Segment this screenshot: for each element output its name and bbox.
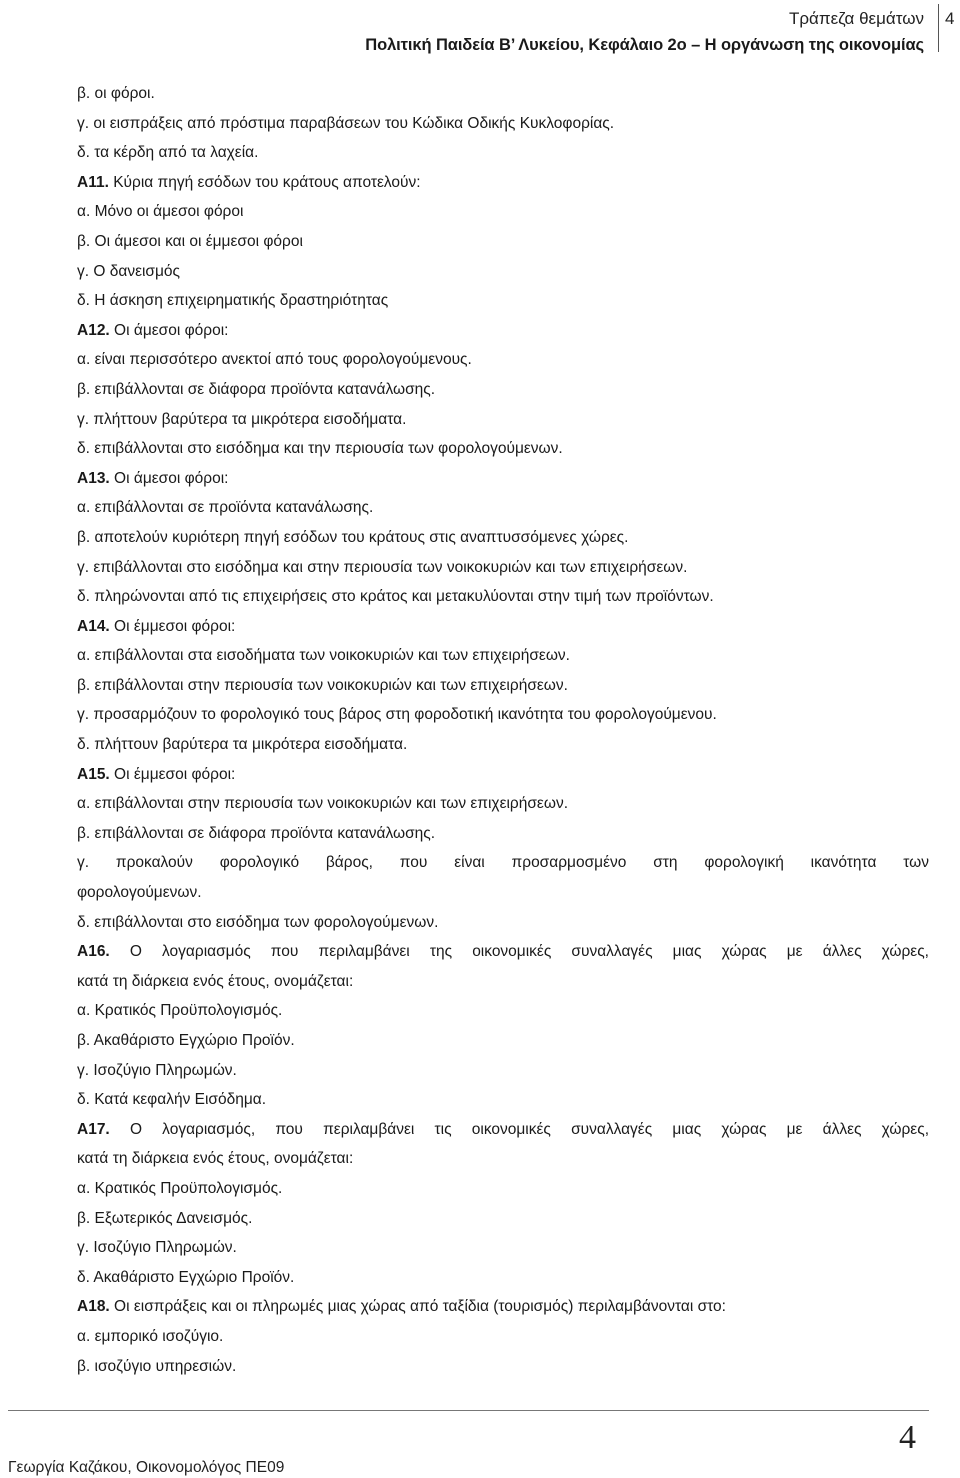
line-text: Οι άμεσοι φόροι: <box>109 321 229 339</box>
line-text: δ. Κατά κεφαλήν Εισόδημα. <box>77 1091 267 1109</box>
question-line <box>77 1292 929 1322</box>
text-line <box>77 197 929 227</box>
line-text: Κύρια πηγή εσόδων του κράτους αποτελούν: <box>108 173 421 191</box>
question-number: Α12. <box>77 321 110 339</box>
footer-author: Γεωργία Καζάκου, Οικονομολόγος ΠΕ09 <box>8 1459 285 1476</box>
line-text: γ. προκαλούν φορολογικό βάρος, που είναι προσαρμοσμένο στη φορολογική ικανότητα των <box>77 854 929 872</box>
line-text: δ. Ακαθάριστο Εγχώριο Προϊόν. <box>77 1268 295 1286</box>
question-number: Α17. <box>77 1120 110 1138</box>
text-line <box>77 405 929 435</box>
question-line <box>77 760 929 790</box>
line-text: δ. επιβάλλονται στο εισόδημα των φορολογούμενων. <box>77 913 439 931</box>
text-line <box>77 1204 929 1234</box>
line-text: Ο λογαριασμός που περιλαμβάνει της οικονομικές συναλλαγές μιας χώρας με άλλες χώρες, <box>109 943 929 961</box>
text-line <box>77 700 929 730</box>
text-line <box>77 848 929 878</box>
page-header <box>0 0 960 60</box>
line-text: β. οι φόροι. <box>77 85 155 102</box>
text-line <box>77 908 929 938</box>
text-line <box>77 967 929 997</box>
text-line <box>77 1352 929 1382</box>
footer-rule <box>8 1410 929 1411</box>
text-line <box>77 79 929 109</box>
text-line <box>77 1144 929 1174</box>
question-line <box>77 612 929 642</box>
header-separator <box>938 4 939 52</box>
text-line <box>77 671 929 701</box>
line-text: β. επιβάλλονται στην περιουσία των νοικοκυριών και των επιχειρήσεων. <box>77 676 568 694</box>
text-line <box>77 1322 929 1352</box>
text-line <box>77 789 929 819</box>
line-text: α. επιβάλλονται στην περιουσία των νοικοκυριών και των επιχειρήσεων. <box>77 795 568 813</box>
question-line <box>77 937 929 967</box>
text-line <box>77 109 929 139</box>
text-line <box>77 1263 929 1293</box>
line-text: α. Κρατικός Προϋπολογισμός. <box>77 1002 283 1020</box>
line-text: β. Ακαθάριστο Εγχώριο Προϊόν. <box>77 1032 295 1049</box>
line-text: φορολογούμενων. <box>77 884 202 902</box>
question-number: Α16. <box>77 943 110 961</box>
line-text: γ. Ισοζύγιο Πληρωμών. <box>77 1061 237 1079</box>
header-subject: Τράπεζα θεμάτων <box>788 9 924 28</box>
line-text: β. επιβάλλονται σε διάφορα προϊόντα κατανάλωσης. <box>77 380 436 398</box>
line-text: α. Κρατικός Προϋπολογισμός. <box>77 1179 283 1197</box>
question-line <box>77 1115 929 1145</box>
footer-page-number: 4 <box>899 1419 916 1456</box>
line-text: γ. πλήττουν βαρύτερα τα μικρότερα εισοδήματα. <box>77 410 407 428</box>
line-text: β. Οι άμεσοι και οι έμμεσοι φόροι <box>77 232 303 250</box>
header-page-number: 4 <box>945 9 955 28</box>
text-line <box>77 345 929 375</box>
line-text: Οι άμεσοι φόροι: <box>109 469 229 487</box>
text-line <box>77 996 929 1026</box>
question-number: Α13. <box>77 469 110 487</box>
text-line <box>77 493 929 523</box>
question-number: Α14. <box>77 617 110 635</box>
question-line <box>77 316 929 346</box>
line-text: κατά τη διάρκεια ενός έτους, ονομάζεται: <box>77 972 354 990</box>
line-text: κατά τη διάρκεια ενός έτους, ονομάζεται: <box>77 1150 354 1168</box>
text-line <box>77 1056 929 1086</box>
line-text: δ. Η άσκηση επιχειρηματικής δραστηριότητας <box>77 292 389 310</box>
text-line <box>77 375 929 405</box>
question-number: Α15. <box>77 765 110 783</box>
text-line <box>77 1085 929 1115</box>
text-line <box>77 878 929 908</box>
text-line <box>77 582 929 612</box>
text-line <box>77 286 929 316</box>
line-text: β. αποτελούν κυριότερη πηγή εσόδων του κράτους στις αναπτυσσόμενες χώρες. <box>77 528 629 546</box>
line-text: δ. επιβάλλονται στο εισόδημα και την περιουσία των φορολογούμενων. <box>77 440 563 458</box>
line-text: γ. Ο δανεισμός <box>77 262 181 280</box>
header-title: Πολιτική Παιδεία Β’ Λυκείου, Κεφάλαιο 2ο – Η οργάνωση της οικονομίας <box>365 36 924 54</box>
line-text: α. Μόνο οι άμεσοι φόροι <box>77 203 244 221</box>
text-line <box>77 257 929 287</box>
header-text-block <box>365 6 924 58</box>
text-line <box>77 1174 929 1204</box>
text-line <box>77 138 929 168</box>
line-text: Οι έμμεσοι φόροι: <box>109 617 236 635</box>
line-text: δ. πληρώνονται από τις επιχειρήσεις στο κράτος και μετακυλύονται στην τιμή των προϊόντων. <box>77 588 714 606</box>
line-text: α. είναι περισσότερο ανεκτοί από τους φορολογούμενους. <box>77 351 472 369</box>
question-line <box>77 168 929 198</box>
line-text: γ. προσαρμόζουν το φορολογικό τους βάρος στη φοροδοτική ικανότητα του φορολογούμενου. <box>77 706 717 724</box>
text-line <box>77 553 929 583</box>
text-line <box>77 1026 929 1056</box>
line-text: β. επιβάλλονται σε διάφορα προϊόντα κατανάλωσης. <box>77 824 436 842</box>
line-text: γ. Ισοζύγιο Πληρωμών. <box>77 1239 237 1257</box>
text-line <box>77 641 929 671</box>
line-text: α. εμπορικό ισοζύγιο. <box>77 1327 224 1345</box>
line-text: Ο λογαριασμός, που περιλαμβάνει τις οικονομικές συναλλαγές μιας χώρας με άλλες χώρες, <box>109 1120 929 1138</box>
text-line <box>77 523 929 553</box>
text-line <box>77 434 929 464</box>
line-text: δ. πλήττουν βαρύτερα τα μικρότερα εισοδήματα. <box>77 736 408 754</box>
line-text: α. επιβάλλονται σε προϊόντα κατανάλωσης. <box>77 499 374 517</box>
line-text: α. επιβάλλονται στα εισοδήματα των νοικοκυριών και των επιχειρήσεων. <box>77 647 570 665</box>
line-text: Οι έμμεσοι φόροι: <box>109 765 236 783</box>
question-number: Α18. <box>77 1298 110 1316</box>
question-list <box>77 79 929 1381</box>
question-line <box>77 464 929 494</box>
line-text: γ. οι εισπράξεις από πρόστιμα παραβάσεων του Κώδικα Οδικής Κυκλοφορίας. <box>77 114 615 132</box>
line-text: γ. επιβάλλονται στο εισόδημα και στην περιουσία των νοικοκυριών και των επιχειρήσεων. <box>77 558 688 576</box>
text-line <box>77 1233 929 1263</box>
question-number: Α11. <box>77 173 109 191</box>
text-line <box>77 730 929 760</box>
line-text: β. ισοζύγιο υπηρεσιών. <box>77 1357 237 1375</box>
line-text: β. Εξωτερικός Δανεισμός. <box>77 1209 253 1227</box>
line-text: δ. τα κέρδη από τα λαχεία. <box>77 144 259 162</box>
text-line <box>77 819 929 849</box>
text-line <box>77 227 929 257</box>
line-text: Οι εισπράξεις και οι πληρωμές μιας χώρας από ταξίδια (τουρισμός) περιλαμβάνονται στο: <box>109 1298 726 1316</box>
